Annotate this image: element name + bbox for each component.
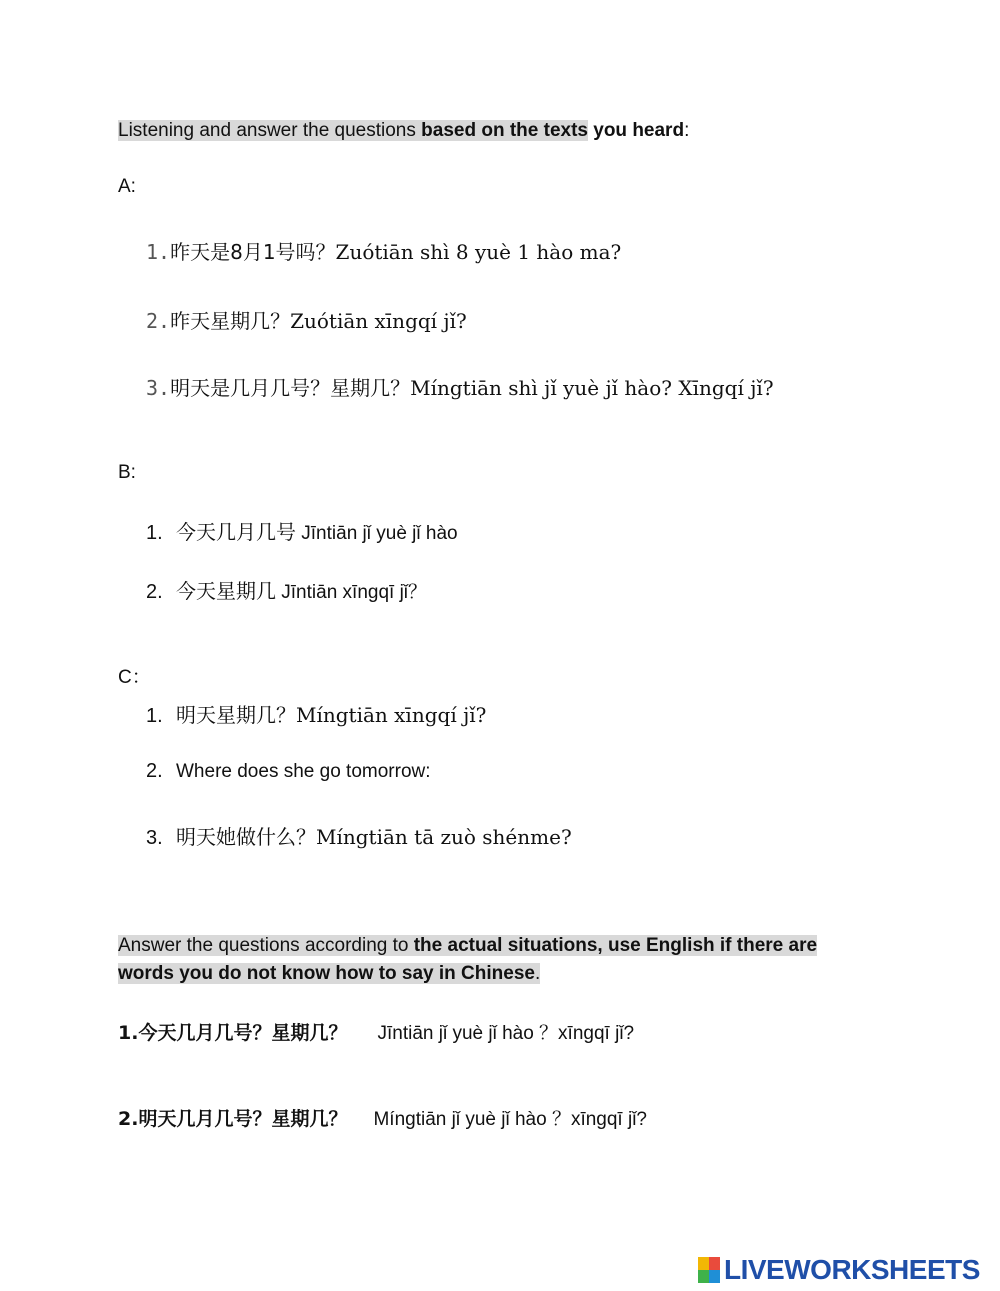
section-c-question-2: 2. Where does she go tomorrow: — [146, 760, 431, 782]
section-a-question-1: 1.昨天是8月1号吗？Zuótiān shì 8 yuè 1 hào ma? — [146, 240, 622, 264]
listening-instructions: Listening and answer the questions based on the texts you heard: — [118, 120, 690, 141]
section-a-question-2: 2.昨天星期几？Zuótiān xīngqí jǐ? — [146, 309, 467, 333]
logo-mark-icon — [698, 1257, 720, 1283]
answer-question-2: 2.明天几月几号？星期几？ Míngtiān jǐ yuè jǐ hào ？xīngqī jǐ? — [118, 1108, 648, 1130]
answer-instructions-line-2 — [118, 960, 540, 988]
answer-question-1: 1.今天几月几号？星期几？ Jīntiān jǐ yuè jǐ hào ？xīngqī jǐ? — [118, 1022, 635, 1044]
instruction-highlight: Answer the questions according to the actual situations, use English if there are — [118, 935, 818, 956]
instruction-highlight: Listening and answer the questions based on the texts — [118, 120, 588, 141]
logo-text: LIVEWORKSHEETS — [724, 1254, 980, 1285]
section-c-question-1: 1. 明天星期几？Míngtiān xīngqí jǐ? — [146, 703, 487, 727]
section-a-question-3: 3.明天是几月几号？星期几？Míngtiān shì jǐ yuè jǐ hào? Xīngqí jǐ? — [146, 376, 774, 400]
instruction-highlight: words you do not know how to say in Chinese. — [118, 963, 541, 984]
liveworksheets-logo — [698, 1254, 980, 1286]
section-c-label: C： — [118, 667, 151, 688]
section-c-question-3: 3. 明天她做什么？Míngtiān tā zuò shénme? — [146, 825, 572, 849]
section-b-question-2: 2. 今天星期几 Jīntiān xīngqī jǐ？ — [146, 579, 428, 603]
answer-instructions-line-1 — [118, 932, 817, 960]
section-b-label: B: — [118, 462, 136, 483]
section-a-label: A: — [118, 176, 136, 197]
section-b-question-1: 1. 今天几月几号 Jīntiān jǐ yuè jǐ hào — [146, 520, 458, 544]
